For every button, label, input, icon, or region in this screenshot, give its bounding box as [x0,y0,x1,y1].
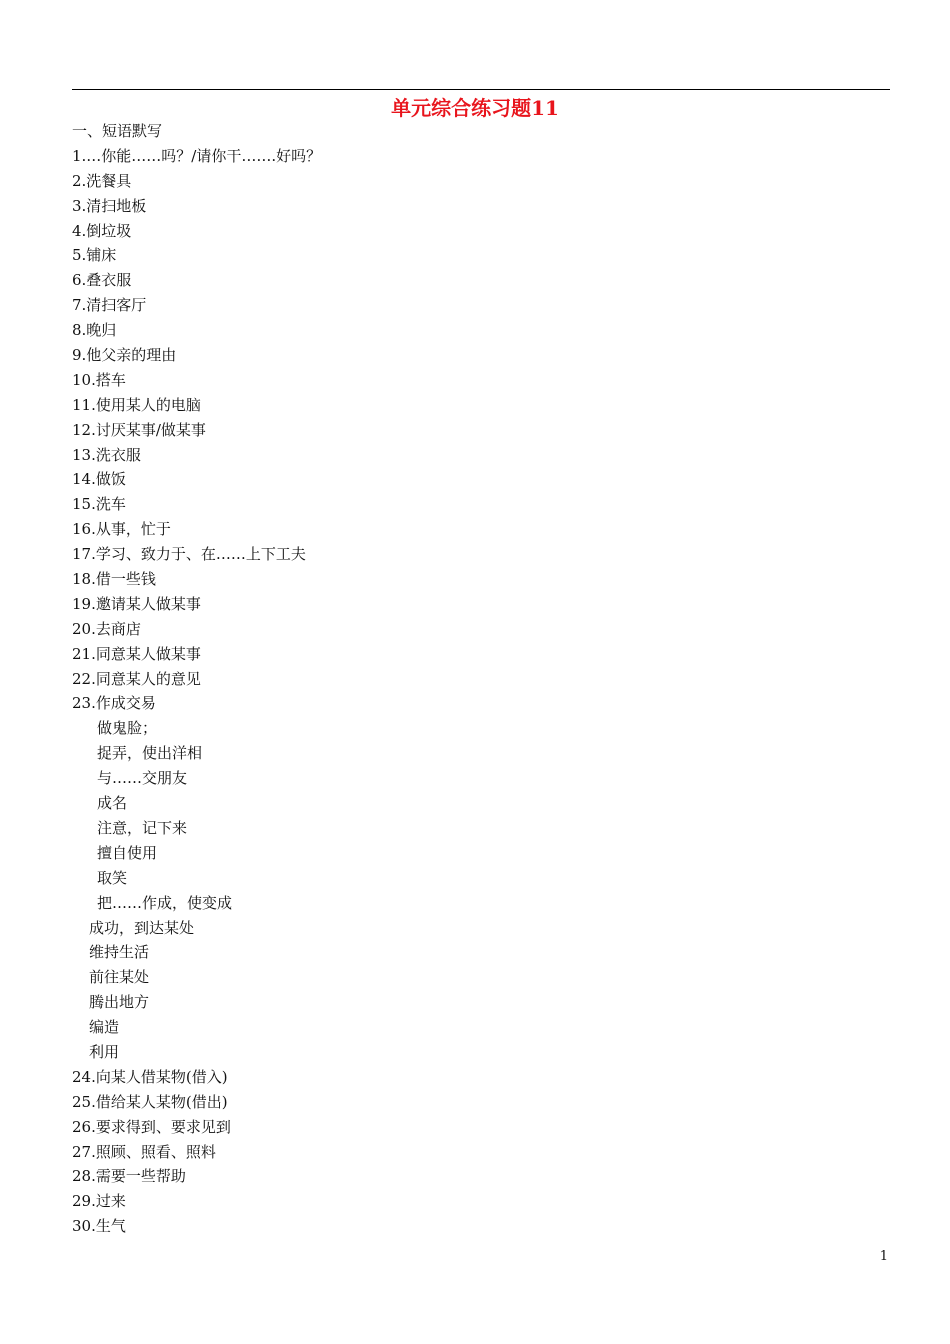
sub-list-item: 把……作成，使变成 [97,893,233,912]
sub-list-item: 成名 [97,794,128,813]
header-rule [72,89,890,90]
sub-list-item: 利用 [89,1042,120,1061]
sub-list-23b [72,916,890,1065]
list-item: 20.去商店 [72,619,141,638]
sub-list-item: 取笑 [97,868,128,887]
sub-list-item: 成功，到达某处 [89,918,195,937]
list-item: 19.邀请某人做某事 [72,594,201,613]
list-item: 25.借给某人某物(借出) [72,1092,228,1111]
list-item: 5.铺床 [72,246,117,265]
list-item: 30.生气 [72,1217,126,1236]
list-item: 13.洗衣服 [72,445,141,464]
sub-list-23a [72,716,890,915]
list-item: 2.洗餐具 [72,171,132,190]
sub-list-item: 擅自使用 [97,843,158,862]
sub-list-item: 捉弄，使出洋相 [97,744,203,763]
list-item: 17.学习、致力于、在……上下工夫 [72,545,306,564]
sub-list-item: 维持生活 [89,943,150,962]
sub-list-item: 编造 [89,1018,120,1037]
list-item: 16.从事，忙于 [72,520,171,539]
sub-list-item: 腾出地方 [89,993,150,1012]
sub-list-item: 注意，记下来 [97,818,188,837]
list-item: 14.做饭 [72,470,126,489]
list-item: 22.同意某人的意见 [72,669,201,688]
list-item: 24.向某人借某物(借入) [72,1067,228,1086]
section-heading: 一、短语默写 [72,122,163,140]
list-item: 15.洗车 [72,495,126,514]
list-item: 23.作成交易 [72,694,156,713]
page-number: 1 [879,1249,888,1264]
list-item: 12.讨厌某事/做某事 [72,420,206,439]
list-item: 3.清扫地板 [72,196,147,215]
list-item: 1.…你能……吗？/请你干…….好吗？ [72,146,322,165]
document-title: 单元综合练习题11 [391,96,559,120]
numbered-list [72,144,890,716]
list-item: 4.倒垃圾 [72,221,132,240]
sub-list-item: 前往某处 [89,968,150,987]
list-item: 9.他父亲的理由 [72,346,177,365]
list-item: 7.清扫客厅 [72,296,147,315]
list-item: 8.晚归 [72,321,117,340]
list-item: 6.叠衣服 [72,271,132,290]
list-item: 28.需要一些帮助 [72,1167,186,1186]
list-item: 21.同意某人做某事 [72,644,201,663]
list-item: 18.借一些钱 [72,570,156,589]
document-body [72,119,890,1239]
list-item: 11.使用某人的电脑 [72,395,201,414]
list-item: 26.要求得到、要求见到 [72,1117,231,1136]
list-item: 10.搭车 [72,370,126,389]
list-item: 29.过来 [72,1192,126,1211]
list-item: 27.照顾、照看、照料 [72,1142,216,1161]
sub-list-item: 做鬼脸； [97,719,158,738]
numbered-list-continued [72,1065,890,1239]
sub-list-item: 与……交朋友 [97,769,188,788]
